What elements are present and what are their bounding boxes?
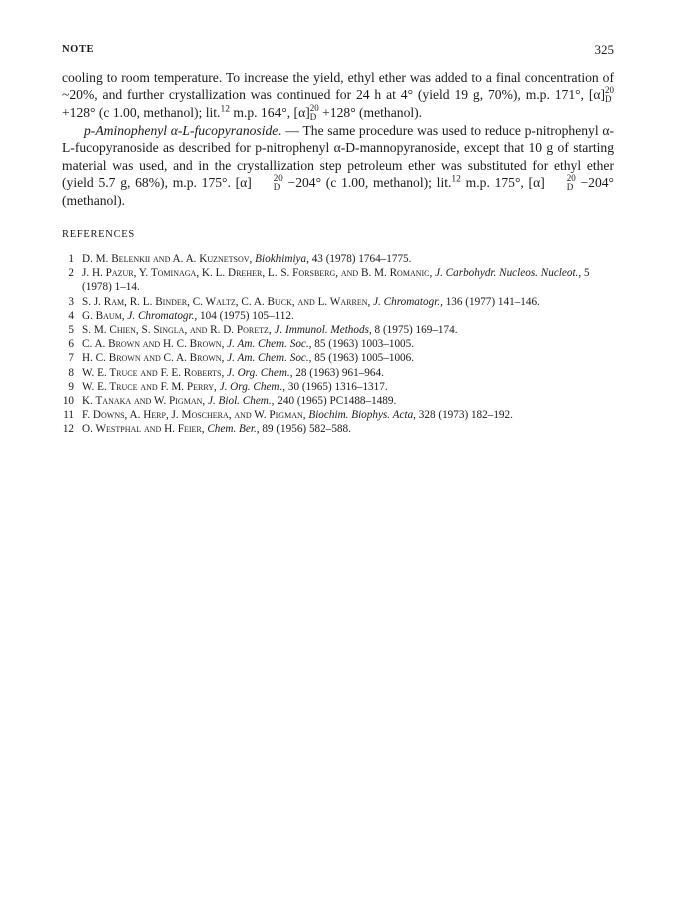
reference-details: 28 (1963) 961–964. [292, 366, 384, 379]
reference-journal: J. Biol. Chem., [207, 395, 275, 408]
references-heading: REFERENCES [62, 229, 135, 241]
reference-authors: H. C. Brown and C. A. Brown, [82, 352, 225, 365]
reference-authors: O. Westphal and H. Feier, [82, 423, 205, 436]
reference-details: 30 (1965) 1316–1317. [285, 380, 388, 393]
reference-number: 4 [68, 309, 74, 322]
reference-details: 136 (1977) 141–146. [442, 295, 540, 308]
reference-item [62, 323, 614, 337]
reference-journal: J. Am. Chem. Soc., [227, 352, 312, 365]
reference-details: 43 (1978) 1764–1775. [308, 253, 412, 266]
reference-details: 8 (1975) 169–174. [371, 324, 458, 337]
reference-number: 8 [68, 366, 74, 379]
reference-number: 10 [62, 395, 74, 408]
references-list [62, 252, 614, 437]
reference-item [62, 422, 614, 436]
reference-journal: Biochim. Biophys. Acta, [308, 409, 416, 422]
p2-text-a: — The same procedure was used to reduce p-nitrophenyl α-L-fucopyranoside as described for p-nitrophenyl α-D-mannopyranoside, except that 10 g of starting material was used, and in the crystallization step petroleum ether was substituted for ethyl ether (yield 5.7 g, 68%), m.p. 175°. [α] [62, 123, 614, 190]
reference-item [62, 394, 614, 408]
reference-journal: J. Immunol. Methods, [274, 324, 372, 337]
section-title-italic: p-Aminophenyl α-L-fucopyranoside. [84, 123, 282, 139]
reference-authors: G. Baum, [82, 309, 125, 322]
reference-journal: J. Am. Chem. Soc., [227, 338, 312, 351]
p2-text-c: m.p. 175°, [α] [460, 174, 545, 190]
reference-journal: J. Chromatogr., [373, 295, 443, 308]
reference-details: 5 (1978) 1–14. [82, 267, 590, 294]
reference-item [62, 295, 614, 309]
alpha-d-notation: 20 D [566, 172, 576, 192]
reference-number: 12 [62, 423, 74, 436]
reference-details: 89 (1956) 582–588. [259, 423, 351, 436]
reference-number: 2 [68, 267, 74, 280]
reference-number: 1 [68, 253, 74, 266]
reference-authors: K. Tanaka and W. Pigman, [82, 395, 206, 408]
citation-superscript: 12 [220, 104, 230, 115]
reference-authors: C. A. Brown and H. C. Brown, [82, 338, 225, 351]
reference-item [62, 366, 614, 380]
reference-authors: F. Downs, A. Herp, J. Moschera, and W. Pigman, [82, 409, 306, 422]
reference-journal: J. Org. Chem., [219, 380, 286, 393]
alpha-d-notation: 20 D [273, 172, 283, 192]
reference-authors: S. J. Ram, R. L. Binder, C. Waltz, C. A. Buck, and L. Warren, [82, 295, 371, 308]
reference-details: 104 (1975) 105–112. [197, 309, 294, 322]
reference-details: 240 (1965) PC1488–1489. [274, 395, 397, 408]
reference-number: 6 [68, 338, 74, 351]
reference-journal: J. Org. Chem., [227, 366, 293, 379]
p2-text-d: −204° (methanol). [62, 174, 614, 208]
reference-journal: J. Chromatogr., [127, 309, 198, 322]
p1-text-a: cooling to room temperature. To increase the yield, ethyl ether was added to a final concentration of ~20%, and further crystallization was continued for 24 h at 4° (yield 19 g, 70%), m.p. 171°, [α] [62, 70, 614, 103]
body-text [62, 69, 614, 209]
alpha-d-notation: 20 D [309, 103, 319, 123]
p1-text-c: m.p. 164°, [α] [229, 105, 310, 121]
reference-number: 7 [68, 352, 74, 365]
paragraph-2 [62, 122, 614, 209]
reference-authors: J. H. Pazur, Y. Tominaga, K. L. Dreher, L. S. Forsberg, and B. M. Romanic, [82, 267, 433, 280]
reference-item [62, 408, 614, 422]
reference-authors: D. M. Belenkii and A. A. Kuznetsov, [82, 253, 253, 266]
reference-details: 85 (1963) 1003–1005. [311, 338, 415, 351]
reference-number: 5 [68, 324, 74, 337]
running-head [62, 40, 614, 60]
reference-number: 11 [63, 409, 74, 422]
alpha-d-notation: 20 D [605, 85, 614, 105]
reference-journal: J. Carbohydr. Nucleos. Nucleot., [435, 267, 582, 280]
reference-authors: W. E. Truce and F. M. Perry, [82, 380, 217, 393]
reference-details: 328 (1973) 182–192. [415, 409, 513, 422]
citation-superscript: 12 [451, 174, 461, 185]
section-label: NOTE [62, 44, 95, 55]
reference-item [62, 252, 614, 266]
reference-number: 3 [68, 295, 74, 308]
reference-journal: Biokhimiya, [255, 253, 309, 266]
reference-item [62, 266, 614, 294]
p1-text-b: +128° (c 1.00, methanol); lit. [62, 105, 221, 121]
reference-item [62, 351, 614, 365]
reference-item [62, 337, 614, 351]
reference-item [62, 380, 614, 394]
paragraph-1 [62, 69, 614, 122]
reference-number: 9 [68, 380, 74, 393]
reference-authors: W. E. Truce and F. E. Roberts, [82, 366, 225, 379]
p1-text-d: +128° (methanol). [318, 105, 423, 121]
reference-item [62, 309, 614, 323]
reference-details: 85 (1963) 1005–1006. [311, 352, 415, 365]
reference-authors: S. M. Chien, S. Singla, and R. D. Poretz, [82, 324, 272, 337]
reference-journal: Chem. Ber., [207, 423, 260, 436]
p2-text-b: −204° (c 1.00, methanol); lit. [282, 174, 452, 190]
page-number: 325 [594, 42, 614, 57]
journal-page [62, 40, 614, 437]
